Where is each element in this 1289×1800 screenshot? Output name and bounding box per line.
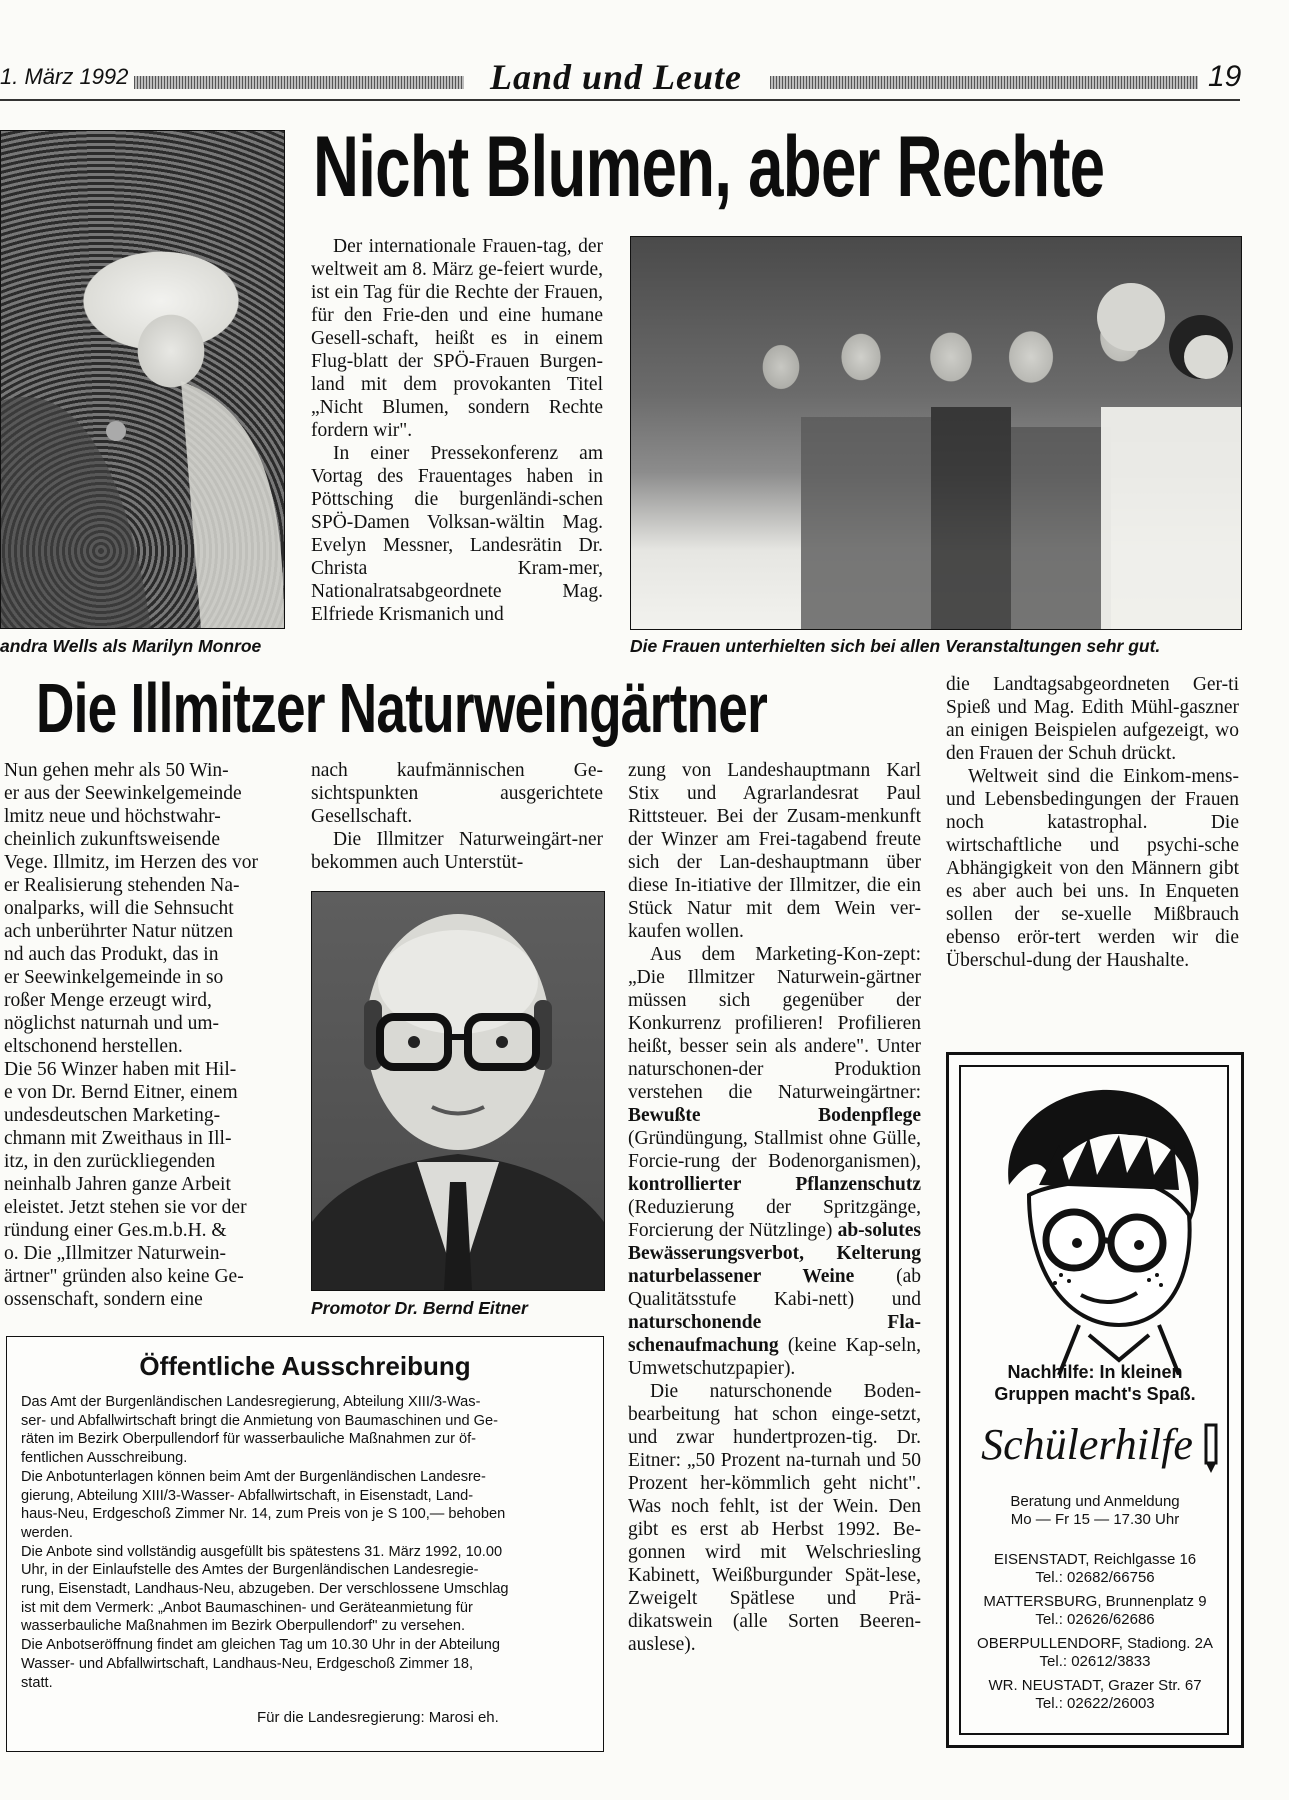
story2-line: er Seewinkelgemeinde in so xyxy=(4,967,224,988)
story2-line: ründung einer Ges.m.b.H. & xyxy=(4,1220,227,1241)
story2-text: Aus dem Marketing-Kon-zept: „Die Illmitzer Naturwein-gärtner müssen sich gegenüber der Konkurrenz profilieren! Profilieren heißt, besser sein als andere". Unter naturschonen-der Produktion verstehen die Naturweingärtner: xyxy=(628,944,921,1103)
notice-line: wasserbauliche Maßnahmen im Bezirk Oberpullendorf" zu versehen. xyxy=(21,1618,466,1635)
photo-crowd-drawing xyxy=(631,237,1241,629)
story2-line: ossenschaft, sondern eine xyxy=(4,1289,203,1310)
notice-line: ser- und Abfallwirtschaft bringt die Anmietung von Baumaschinen und Ge- xyxy=(21,1412,498,1429)
story2-line: Vege. Illmitz, im Herzen des vor xyxy=(4,852,258,873)
ad-location-phone: Tel.: 02622/26003 xyxy=(1035,1695,1155,1712)
story1-paragraph: In einer Pressekonferenz am Vortag des Frauentages haben in Pöttsching die burgenländi-schen SPÖ-Damen Volksan-wältin Mag. Evelyn Messner, Landesrätin Dr. Christa Kram-mer, Nationalratsabgeordnete Mag. Elfriede Krismanich und xyxy=(311,443,603,625)
notice-line: Uhr, in der Einlaufstelle des Amtes der Burgenländischen Landesregie- xyxy=(21,1562,479,1579)
story2-paragraph: Die Illmitzer Naturweingärt-ner bekommen auch Unterstüt- xyxy=(311,829,603,873)
header-underline xyxy=(0,99,1240,101)
ad-location-phone: Tel.: 02626/62686 xyxy=(1035,1611,1155,1628)
photo-marilyn-monroe xyxy=(0,130,285,629)
story2-line: neinhalb Jahren ganze Arbeit xyxy=(4,1174,231,1195)
story2-bold: Bewußte Bodenpflege xyxy=(628,1105,921,1126)
notice-line: Wasser- und Abfallwirtschaft, Landhaus-Neu, Erdgeschoß Zimmer 18, xyxy=(21,1655,474,1672)
story2-line: er aus der Seewinkelgemeinde xyxy=(4,783,242,804)
public-notice-box xyxy=(6,1336,604,1752)
ad-info-line: Beratung und Anmeldung xyxy=(1010,1493,1180,1510)
notice-line: fentlichen Ausschreibung. xyxy=(21,1450,188,1467)
notice-body xyxy=(21,1393,593,1692)
story2-column-2 xyxy=(311,759,603,874)
story2-paragraph: nach kaufmännischen Ge-sichtspunkten ausgerichtete Gesellschaft. xyxy=(311,760,603,827)
story1-paragraph: Der internationale Frauen-tag, der weltweit am 8. März ge-feiert wurde, ist ein Tag für die Rechte der Frauen, für den Frie-den und eine humane Gesell-schaft, heißt es in einem Flug-blatt der SPÖ-Frauen Burgen-land mit dem provokanten Titel „Nicht Blumen, sondern Rechte fordern wir". xyxy=(311,236,603,441)
story2-text: (ab Qualitätsstufe Kabi-nett) und xyxy=(628,1266,921,1310)
ad-slogan xyxy=(949,1361,1241,1405)
story2-line: e von Dr. Bernd Eitner, einem xyxy=(4,1082,238,1103)
story2-bold: ab-solutes Bewässerungsverbot, Kelterung naturbelassener Weine xyxy=(628,1220,921,1287)
ad-location-city: OBERPULLENDORF, Stadiong. 2A xyxy=(977,1635,1213,1652)
notice-line: statt. xyxy=(21,1674,53,1691)
story2-line: eleistet. Jetzt stehen sie vor der xyxy=(4,1197,247,1218)
schuelerhilfe-ad xyxy=(946,1052,1244,1748)
story2-line: chmann mit Zweithaus in Ill- xyxy=(4,1128,232,1149)
story2-line: ach unberührter Natur nützen xyxy=(4,921,234,942)
story2-line: Nun gehen mehr als 50 Win- xyxy=(4,760,229,781)
story2-column-3 xyxy=(628,759,921,1656)
header-rule-right xyxy=(770,76,1198,89)
ad-location-city: MATTERSBURG, Brunnenplatz 9 xyxy=(983,1593,1207,1610)
story2-paragraph: zung von Landeshauptmann Karl Stix und Agrarlandesrat Paul Rittsteuer. Bei der Zusam-menkunft der Winzer am Frei-tagabend freute sich der Lan-deshauptmann über diese In-itiative der Illmitzer, die ein Stück Natur mit dem Wein ver-kaufen wollen. xyxy=(628,760,921,942)
notice-line: Die Anbotunterlagen können beim Amt der Burgenländischen Landesre- xyxy=(21,1468,486,1485)
story2-line: er Realisierung stehenden Na- xyxy=(4,875,240,896)
notice-signature: Für die Landesregierung: Marosi eh. xyxy=(257,1709,499,1726)
story2-column-1 xyxy=(4,759,286,1311)
story2-line: eltschonend herstellen. xyxy=(4,1036,183,1057)
story2-text: (keine Kap-seln, Umwetschutzpapier). xyxy=(628,1335,921,1379)
section-logo: Land und Leute xyxy=(489,57,743,97)
story2-line: Die 56 Winzer haben mit Hil- xyxy=(4,1059,237,1080)
notice-title: Öffentliche Ausschreibung xyxy=(139,1351,471,1381)
story2-bold: kontrollierter Pflanzenschutz xyxy=(628,1174,921,1195)
story2-line: nd auch das Produkt, das in xyxy=(4,944,219,965)
ad-slogan-line: Gruppen macht's Spaß. xyxy=(994,1384,1196,1404)
story2-line: undesdeutschen Marketing- xyxy=(4,1105,221,1126)
notice-line: Das Amt der Burgenländischen Landesregierung, Abteilung XIII/3-Was- xyxy=(21,1394,481,1410)
notice-line: ist mit dem Vermerk: „Anbot Baumaschinen- und Geräteanmietung für xyxy=(21,1599,473,1616)
notice-line: Die Anbote sind vollständig ausgefüllt bis spätestens 31. März 1992, 10.00 xyxy=(21,1543,503,1560)
ad-brand-logo: Schülerhilfe xyxy=(981,1420,1193,1469)
story1-column xyxy=(311,235,603,626)
boy-with-glasses-illustration xyxy=(969,1075,1219,1375)
notice-line: räten im Bezirk Oberpullendorf für wasserbauliche Maßnahmen zur öf- xyxy=(21,1431,477,1448)
issue-date: 1. März 1992 xyxy=(0,64,129,89)
notice-line: Die Anbotseröffnung findet am gleichen Tag um 10.30 Uhr in der Abteilung xyxy=(21,1637,500,1654)
photo-bernd-eitner xyxy=(311,891,605,1291)
photo-right-caption: Die Frauen unterhielten sich bei allen Veranstaltungen sehr gut. xyxy=(630,636,1161,656)
header-rule-left xyxy=(134,76,464,89)
photo-women-celebrating xyxy=(630,236,1242,630)
photo-figure-drawing xyxy=(1,131,284,628)
story2-paragraph xyxy=(628,943,921,1380)
portrait-drawing xyxy=(312,892,604,1290)
notice-line: werden. xyxy=(21,1524,73,1541)
story2-line: onalparks, will die Sehnsucht xyxy=(4,898,234,919)
headline-illmitzer: Die Illmitzer Naturweingärtner xyxy=(36,669,768,747)
story2-line: nöglichst naturnah und um- xyxy=(4,1013,220,1034)
story2-line: o. Die „Illmitzer Naturwein- xyxy=(4,1243,226,1264)
pencil-icon xyxy=(1201,1423,1221,1475)
headline-nicht-blumen: Nicht Blumen, aber Rechte xyxy=(313,119,1105,215)
story1-paragraph: Weltweit sind die Einkom-mens- und Lebensbedingungen der Frauen noch katastrophal. Die wirtschaftliche und psychi-sche Abhängigkeit von den Männern gibt es aber auch bei uns. In Enqueten sollen der se-xuelle Mißbrauch ebenso erör-tert werden wir die Überschul-dung der Haushalte. xyxy=(946,766,1239,971)
story2-line: ärtner" gründen also keine Ge- xyxy=(4,1266,244,1287)
story2-line: itz, in den zurückliegenden xyxy=(4,1151,216,1172)
story2-text: (Reduzierung der Spritzgänge, Forcierung der Nützlinge) xyxy=(628,1197,921,1241)
ad-location-city: EISENSTADT, Reichlgasse 16 xyxy=(993,1551,1197,1568)
portrait-caption: Promotor Dr. Bernd Eitner xyxy=(311,1298,528,1318)
page-number: 19 xyxy=(1208,60,1242,93)
story2-line: cheinlich zukunftsweisende xyxy=(4,829,221,850)
notice-line: gierung, Abteilung XIII/3-Wasser- Abfallwirtschaft, in Eisenstadt, Land- xyxy=(21,1487,474,1504)
story2-line: roßer Menge erzeugt wird, xyxy=(4,990,212,1011)
story2-text: (Gründüngung, Stallmist ohne Gülle, Forcie-rung der Bodenorganismen), xyxy=(628,1128,921,1172)
notice-line: haus-Neu, Erdgeschoß Zimmer Nr. 14, zum Preis von je S 100,— behoben xyxy=(21,1506,506,1523)
ad-hours: Mo — Fr 15 — 17.30 Uhr xyxy=(1010,1511,1180,1528)
story2-line: lmitz neue und höchstwahr- xyxy=(4,806,221,827)
ad-slogan-line: Nachhilfe: In kleinen xyxy=(1007,1362,1183,1382)
photo-left-caption: andra Wells als Marilyn Monroe xyxy=(0,636,262,656)
story1-column-continued xyxy=(946,673,1239,972)
ad-location-city: WR. NEUSTADT, Grazer Str. 67 xyxy=(988,1677,1202,1694)
story2-paragraph: Die naturschonende Boden-bearbeitung hat schon einge-setzt, und zwar hundertprozen-tig. Dr. Eitner: „50 Prozent na-turnah und 50 Prozent her-kömmlich geht nicht". Was noch fehlt, ist der Wein. Den gibt es erst ab Herbst 1992. Be-gonnen wird mit Welschriesling Kabinett, Weißburgunder Spät-lese, Zweigelt Spätlese und Prä-dikatswein (alle Sorten Beeren-auslese). xyxy=(628,1381,921,1655)
notice-line: rung, Eisenstadt, Landhaus-Neu, abzugeben. Der verschlossene Umschlag xyxy=(21,1581,509,1598)
ad-location-phone: Tel.: 02682/66756 xyxy=(1035,1569,1155,1586)
ad-location-phone: Tel.: 02612/3833 xyxy=(1039,1653,1151,1670)
story2-bold: naturschonende Fla-schenaufmachung xyxy=(628,1312,921,1356)
story1-paragraph: die Landtagsabgeordneten Ger-ti Spieß und Mag. Edith Mühl-gaszner an einigen Beispielen aufgezeigt, wo den Frauen der Schuh drückt. xyxy=(946,674,1239,764)
